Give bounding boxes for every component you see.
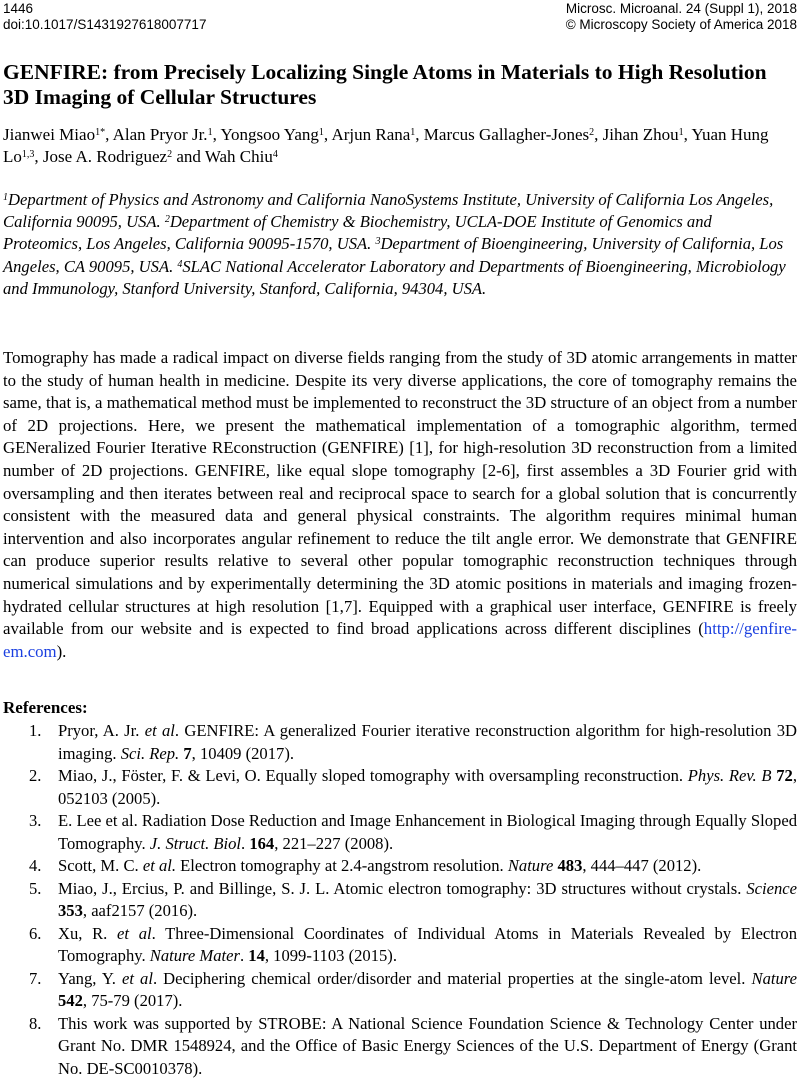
reference-text: 353 bbox=[58, 901, 83, 920]
author-affiliation-mark: 2 bbox=[167, 149, 172, 160]
author-name: Jianwei Miao bbox=[3, 125, 95, 144]
author-affiliation-mark: 1 bbox=[319, 127, 324, 138]
author-name: Marcus Gallagher-Jones bbox=[424, 125, 589, 144]
reference-text: Yang, Y. bbox=[58, 969, 122, 988]
reference-text: Phys. Rev. B bbox=[688, 766, 772, 785]
reference-text: E. Lee et al. Radiation Dose Reduction and Image Enhancement in Biological Imaging through Equally Sloped Tomography. bbox=[58, 811, 797, 853]
reference-text: et al bbox=[145, 721, 175, 740]
abstract-end: ). bbox=[57, 642, 67, 661]
reference-text: 542 bbox=[58, 991, 83, 1010]
abstract-text: Tomography has made a radical impact on diverse fields ranging from the study of 3D atomic arrangements in matter to the study of human health in medicine. Despite its very diverse applications, the core of tomography remains the same, that is, a mathematical method must be implemented to reconstruct the 3D structure of an object from a number of 2D projections. Here, we present the mathematical implementation of a tomographic algorithm, termed GENeralized Fourier Iterative REconstruction (GENFIRE) [1], for high-resolution 3D reconstruction from a limited number of 2D projections. GENFIRE, like equal slope tomography [2-6], first assembles a 3D Fourier grid with oversampling and then iterates between real and reciprocal space to search for a global solution that is concurrently consistent with the measured data and general physical constraints. The algorithm requires minimal human intervention and also incorporates angular refinement to reduce the tilt angle error. We demonstrate that GENFIRE can produce superior results relative to several other popular tomographic reconstruction techniques through numerical simulations and by experimentally determining the 3D atomic positions in materials and imaging frozen-hydrated cellular structures at high resolution [1,7]. Equipped with a graphical user interface, GENFIRE is freely available from our website and is expected to find broad applications across different disciplines ( bbox=[3, 348, 797, 638]
reference-text: 164 bbox=[249, 834, 274, 853]
affiliation-mark: 1 bbox=[3, 192, 8, 203]
author-affiliation-mark: 1 bbox=[679, 127, 684, 138]
reference-text: 72 bbox=[776, 766, 793, 785]
reference-number: 2. bbox=[29, 765, 41, 788]
author-affiliation-mark: 2 bbox=[589, 127, 594, 138]
author-separator: , bbox=[415, 125, 424, 144]
affiliations bbox=[3, 189, 793, 300]
affiliation-text: SLAC National Accelerator Laboratory and Departments of Bioengineering, Microbiology and Immunology, Stanford University, Stanford, California, 94304, USA. bbox=[3, 257, 786, 298]
paper-title: GENFIRE: from Precisely Localizing Single Atoms in Materials to High Resolution 3D Imaging of Cellular Structures bbox=[3, 60, 793, 110]
reference-text: . bbox=[241, 834, 249, 853]
reference-item bbox=[3, 968, 797, 1013]
website-link[interactable]: http://genfire-em.com bbox=[3, 619, 797, 661]
author-name: Wah Chiu bbox=[205, 147, 273, 166]
reference-text: et al. bbox=[143, 856, 176, 875]
reference-item bbox=[3, 878, 797, 923]
reference-text: , 221–227 (2008). bbox=[274, 834, 393, 853]
reference-text: J. Struct. Biol bbox=[150, 834, 241, 853]
reference-text: . Deciphering chemical order/disorder and material properties at the single-atom level. bbox=[153, 969, 752, 988]
abstract bbox=[3, 347, 797, 663]
reference-number: 8. bbox=[29, 1013, 41, 1036]
copyright-notice: © Microscopy Society of America 2018 bbox=[566, 17, 797, 33]
author-separator: , bbox=[213, 125, 221, 144]
author-separator: , bbox=[324, 125, 332, 144]
reference-text: . bbox=[240, 946, 248, 965]
affiliation-mark: 4 bbox=[177, 259, 182, 270]
reference-text: Science bbox=[746, 879, 797, 898]
author-separator: , bbox=[34, 147, 43, 166]
reference-number: 6. bbox=[29, 923, 41, 946]
author-affiliation-mark: 1* bbox=[95, 127, 105, 138]
reference-text: , 052103 (2005). bbox=[58, 766, 797, 808]
author-name: Alan Pryor Jr. bbox=[113, 125, 208, 144]
author-name: Yuan Hung Lo bbox=[3, 125, 769, 166]
reference-text: , 10409 (2017). bbox=[192, 744, 294, 763]
reference-text: Sci. Rep. bbox=[121, 744, 180, 763]
reference-text: , 75-79 (2017). bbox=[83, 991, 183, 1010]
affiliation-mark: 2 bbox=[165, 214, 170, 225]
reference-item bbox=[3, 855, 797, 878]
reference-text: Miao, J., Ercius, P. and Billinge, S. J. L. Atomic electron tomography: 3D structures without crystals. bbox=[58, 879, 746, 898]
reference-item bbox=[3, 810, 797, 855]
author-affiliation-mark: 1 bbox=[410, 127, 415, 138]
page-number: 1446 bbox=[3, 1, 33, 17]
affiliation-text: Department of Bioengineering, University of California, Los Angeles, CA 90095, USA. bbox=[3, 234, 783, 275]
reference-text: et al bbox=[122, 969, 153, 988]
reference-number: 4. bbox=[29, 855, 41, 878]
reference-text: . GENFIRE: A generalized Fourier iterative reconstruction algorithm for high-resolution 3D imaging. bbox=[58, 721, 797, 763]
author-affiliation-mark: 4 bbox=[273, 149, 278, 160]
reference-number: 1. bbox=[29, 720, 41, 743]
author-name: Yongsoo Yang bbox=[220, 125, 318, 144]
reference-number: 7. bbox=[29, 968, 41, 991]
author-affiliation-mark: 1 bbox=[208, 127, 213, 138]
journal-citation: Microsc. Microanal. 24 (Suppl 1), 2018 bbox=[566, 1, 797, 17]
reference-item bbox=[3, 923, 797, 968]
reference-text: Electron tomography at 2.4-angstrom resolution. bbox=[176, 856, 508, 875]
author-separator: and bbox=[172, 147, 205, 166]
reference-text: 14 bbox=[248, 946, 265, 965]
reference-text: Nature Mater bbox=[150, 946, 240, 965]
reference-text: 7 bbox=[183, 744, 191, 763]
reference-item bbox=[3, 1013, 797, 1080]
author-name: Jihan Zhou bbox=[603, 125, 679, 144]
reference-item bbox=[3, 720, 797, 765]
reference-text: Pryor, A. Jr. bbox=[58, 721, 145, 740]
reference-list bbox=[3, 720, 797, 1080]
reference-text: 483 bbox=[557, 856, 582, 875]
author-affiliation-mark: 1,3 bbox=[22, 149, 35, 160]
reference-text: Scott, M. C. bbox=[58, 856, 143, 875]
reference-text: Nature bbox=[752, 969, 797, 988]
reference-text: , aaf2157 (2016). bbox=[83, 901, 197, 920]
affiliation-text: Department of Chemistry & Biochemistry, UCLA-DOE Institute of Genomics and Proteomics, Los Angeles, California 90095-1570, USA. bbox=[3, 212, 712, 253]
reference-text: , 444–447 (2012). bbox=[582, 856, 701, 875]
reference-text: , 1099-1103 (2015). bbox=[265, 946, 397, 965]
reference-number: 3. bbox=[29, 810, 41, 833]
author-list bbox=[3, 124, 793, 168]
author-separator: , bbox=[684, 125, 692, 144]
author-name: Arjun Rana bbox=[331, 125, 410, 144]
reference-text: Xu, R. bbox=[58, 924, 117, 943]
reference-number: 5. bbox=[29, 878, 41, 901]
reference-text: et al bbox=[117, 924, 152, 943]
reference-text: Nature bbox=[508, 856, 553, 875]
author-separator: , bbox=[105, 125, 113, 144]
reference-text: This work was supported by STROBE: A National Science Foundation Science & Technology Center under Grant No. DMR 1548924, and the Office of Basic Energy Sciences of the U.S. Department of Energy (Grant No. DE-SC0010378). bbox=[58, 1014, 797, 1078]
reference-text: . Three-Dimensional Coordinates of Individual Atoms in Materials Revealed by Electron Tomography. bbox=[58, 924, 797, 966]
references-heading: References: bbox=[3, 697, 88, 719]
reference-item bbox=[3, 765, 797, 810]
author-separator: , bbox=[594, 125, 603, 144]
affiliation-mark: 3 bbox=[375, 236, 380, 247]
reference-text: Miao, J., Föster, F. & Levi, O. Equally sloped tomography with oversampling reconstruction. bbox=[58, 766, 688, 785]
affiliation-text: Department of Physics and Astronomy and California NanoSystems Institute, University of California Los Angeles, California 90095, USA. bbox=[3, 190, 773, 231]
doi: doi:10.1017/S1431927618007717 bbox=[3, 17, 206, 33]
author-name: Jose A. Rodriguez bbox=[43, 147, 167, 166]
